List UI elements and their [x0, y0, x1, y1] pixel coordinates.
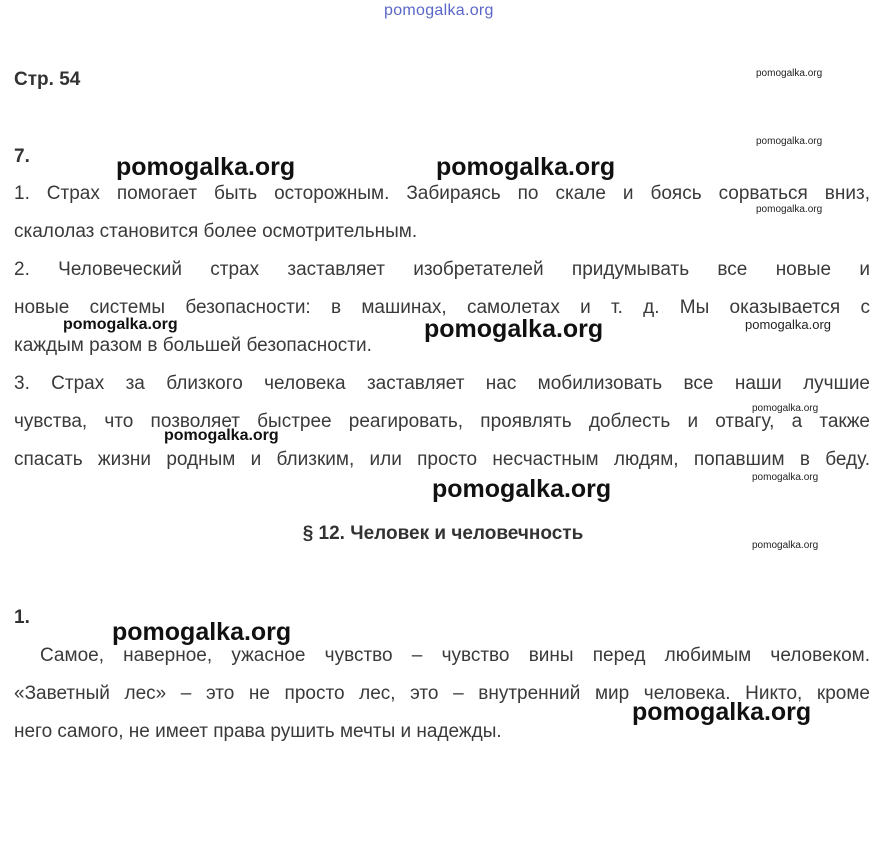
watermark-large: pomogalka.org	[432, 475, 612, 503]
watermark-large: pomogalka.org	[424, 315, 604, 343]
section-title: § 12. Человек и человечность	[302, 523, 584, 544]
task-1-line-2: «Заветный лес» – это не просто лес, это – внутренний мир человека. Никто, кроме	[14, 683, 870, 704]
task-7-line-4: новые системы безопасности: в машинах, самолетах и т. д. Мы оказывается с	[14, 297, 870, 318]
task-1-number: 1.	[14, 607, 30, 628]
task-7-line-5: каждым разом в большей безопасности.	[14, 335, 372, 356]
task-1-line-3: него самого, не имеет права рушить мечты и надежды.	[14, 721, 502, 742]
watermark-large: pomogalka.org	[112, 618, 292, 646]
watermark-medium: pomogalka.org	[164, 427, 279, 444]
task-7-line-3: 2. Человеческий страх заставляет изобретателей придумывать все новые и	[14, 259, 870, 280]
task-7-line-1: 1. Страх помогает быть осторожным. Забираясь по скале и боясь сорваться вниз,	[14, 183, 870, 204]
task-7-line-2: скалолаз становится более осмотрительным.	[14, 221, 418, 242]
watermark-small: pomogalka.org	[752, 540, 819, 551]
task-7-line-7: чувства, что позволяет быстрее реагировать, проявлять доблесть и отвагу, а также	[14, 411, 870, 432]
page-label: Стр. 54	[14, 69, 81, 90]
watermark-small: pomogalka.org	[752, 403, 819, 414]
task-7-line-6: 3. Страх за близкого человека заставляет нас мобилизовать все наши лучшие	[14, 373, 870, 394]
site-url-header[interactable]: pomogalka.org	[384, 2, 494, 19]
watermark-small: pomogalka.org	[756, 136, 823, 147]
watermark-small: pomogalka.org	[756, 204, 823, 215]
watermark-small: pomogalka.org	[752, 472, 819, 483]
task-7-line-8: спасать жизни родным и близким, или просто несчастным людям, попавшим в беду.	[14, 449, 870, 470]
watermark-small: pomogalka.org	[745, 317, 831, 332]
watermark-small: pomogalka.org	[756, 68, 823, 79]
task-7-number: 7.	[14, 146, 30, 167]
watermark-large: pomogalka.org	[436, 153, 616, 181]
task-1-line-1: Самое, наверное, ужасное чувство – чувство вины перед любимым человеком.	[40, 645, 870, 666]
watermark-large: pomogalka.org	[116, 153, 296, 181]
watermark-large: pomogalka.org	[632, 698, 812, 726]
watermark-medium: pomogalka.org	[63, 316, 178, 333]
